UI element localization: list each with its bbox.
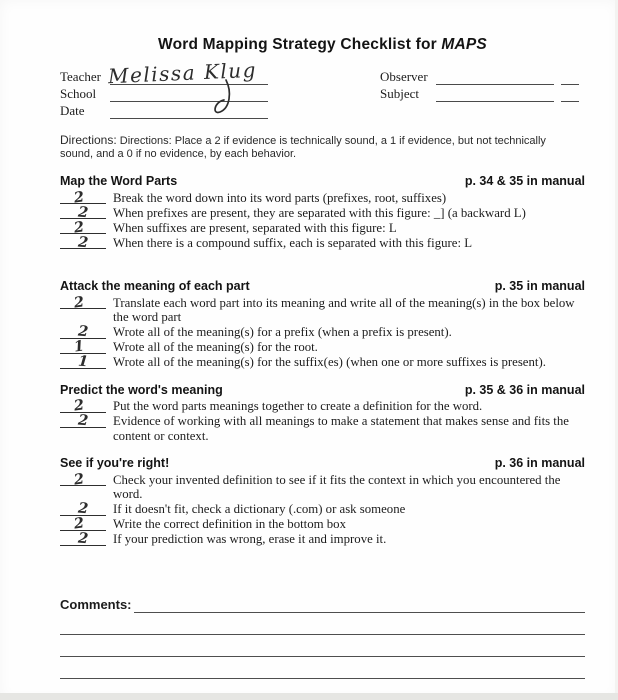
header-left-column bbox=[60, 57, 365, 119]
school-underline bbox=[110, 87, 268, 102]
score-blank bbox=[60, 411, 106, 430]
subject-underline-dash bbox=[561, 87, 579, 102]
checklist-item-text: Wrote all of the meaning(s) for a prefix (when a prefix is present). bbox=[113, 325, 452, 339]
handwritten-score: 1 bbox=[72, 337, 86, 356]
section-title: Attack the meaning of each part bbox=[60, 279, 250, 293]
comments-ruled-lines bbox=[60, 613, 585, 700]
handwritten-score: 2 bbox=[77, 529, 89, 548]
section-title: Map the Word Parts bbox=[60, 174, 178, 188]
handwritten-score: 2 bbox=[77, 233, 89, 251]
checklist-item bbox=[60, 205, 585, 220]
section-see-if-youre-right bbox=[60, 456, 585, 547]
handwritten-score: 2 bbox=[72, 187, 86, 207]
checklist-item-text: When prefixes are present, they are separated with this figure: _] (a backward L) bbox=[113, 205, 526, 220]
handwritten-score: 2 bbox=[77, 499, 89, 518]
score-blank bbox=[60, 352, 106, 371]
comments-line bbox=[60, 635, 585, 657]
checklist-item bbox=[60, 514, 585, 533]
teacher-underline bbox=[110, 70, 268, 85]
score-blank bbox=[60, 235, 106, 249]
handwritten-score: 2 bbox=[72, 292, 86, 312]
checklist-item-text: Write the correct definition in the bottom box bbox=[113, 517, 346, 531]
checklist-item-text: Check your invented definition to see if it fits the context in which you encountered the word. bbox=[113, 472, 561, 501]
checklist-item-text: Break the word down into its word parts (prefixes, root, suffixes) bbox=[113, 190, 447, 205]
directions-text: Directions: Place a 2 if evidence is technically sound, a 1 if evidence, but not technically sound, and a 0 if no evidence, by each behavior. bbox=[60, 135, 546, 160]
page-title bbox=[60, 36, 585, 54]
handwritten-score: 2 bbox=[77, 322, 89, 341]
handwritten-score: 1 bbox=[77, 352, 89, 371]
checklist-item-text: If it doesn't fit, check a dictionary (.com) or ask someone bbox=[113, 502, 406, 516]
checklist-item bbox=[60, 217, 585, 237]
header-fields bbox=[60, 57, 585, 119]
score-blank bbox=[60, 292, 106, 312]
checklist-item-text: Put the word parts meanings together to create a definition for the word. bbox=[113, 399, 483, 413]
score-blank bbox=[60, 499, 106, 518]
checklist-item bbox=[60, 396, 585, 415]
checklist-item bbox=[60, 292, 585, 325]
comments-line bbox=[134, 597, 585, 613]
handwritten-score: 2 bbox=[72, 217, 86, 237]
checklist-item bbox=[60, 235, 585, 250]
observer-underline bbox=[436, 70, 554, 85]
checklist-item bbox=[60, 469, 585, 502]
score-blank bbox=[60, 469, 106, 489]
handwritten-teacher-name: Melissa Klug bbox=[107, 57, 258, 89]
observer-field-row bbox=[380, 68, 585, 85]
date-underline bbox=[110, 104, 268, 119]
school-label: School bbox=[60, 86, 97, 101]
checklist-item-text: Wrote all of the meaning(s) for the root. bbox=[113, 340, 318, 354]
handwritten-score: 2 bbox=[72, 514, 86, 533]
page-title-text: Word Mapping Strategy Checklist for bbox=[158, 36, 437, 53]
handwritten-score: 2 bbox=[72, 396, 86, 415]
date-field-row bbox=[60, 102, 365, 119]
section-page-ref: p. 35 in manual bbox=[494, 279, 585, 293]
observer-underline-dash bbox=[561, 70, 579, 85]
page-title-acronym: MAPS bbox=[441, 36, 487, 53]
checklist-item bbox=[60, 411, 585, 444]
handwritten-score: 2 bbox=[77, 411, 89, 430]
checklist-item bbox=[60, 352, 585, 371]
score-blank bbox=[60, 322, 106, 341]
section-heading bbox=[60, 279, 585, 293]
school-field-row bbox=[60, 85, 365, 102]
checklist-item bbox=[60, 529, 585, 548]
section-predict-the-words-meaning bbox=[60, 383, 585, 444]
section-page-ref: p. 34 & 35 in manual bbox=[464, 174, 585, 188]
score-blank bbox=[60, 217, 106, 237]
checklist-item-text: If your prediction was wrong, erase it and improve it. bbox=[113, 532, 387, 546]
section-title: Predict the word's meaning bbox=[60, 382, 223, 397]
section-heading bbox=[60, 383, 585, 397]
checklist-item-text: Translate each word part into its meaning and write all of the meaning(s) in the box below the word part bbox=[113, 295, 575, 324]
section-attack-the-meaning bbox=[60, 279, 585, 370]
comments-label: Comments: bbox=[60, 596, 132, 612]
checklist-item-text: Wrote all of the meaning(s) for the suffix(es) (when one or more suffixes is present). bbox=[113, 355, 546, 369]
score-blank bbox=[60, 337, 106, 356]
comments-line bbox=[60, 613, 585, 635]
teacher-label: Teacher bbox=[60, 69, 101, 84]
teacher-field-row bbox=[60, 57, 365, 89]
directions-label: Directions: bbox=[60, 133, 117, 147]
comments-heading-row bbox=[60, 597, 585, 613]
comments-section bbox=[60, 597, 585, 700]
section-title: See if you're right! bbox=[60, 456, 170, 470]
score-blank bbox=[60, 514, 106, 533]
scan-bottom-artifact bbox=[0, 693, 618, 700]
subject-underline bbox=[436, 87, 554, 102]
checklist-item-text: Evidence of working with all meanings to make a statement that makes sense and fits the content or context. bbox=[113, 414, 569, 443]
date-label: Date bbox=[60, 103, 85, 118]
score-blank bbox=[60, 205, 106, 219]
section-page-ref: p. 35 & 36 in manual bbox=[464, 382, 585, 397]
section-map-the-word-parts bbox=[60, 174, 585, 250]
header-right-column bbox=[380, 68, 585, 119]
subject-label: Subject bbox=[380, 86, 419, 101]
handwritten-score: 2 bbox=[77, 203, 89, 221]
directions-paragraph bbox=[60, 134, 580, 161]
checklist-item-text: When suffixes are present, separated with this figure: L bbox=[113, 220, 397, 235]
comments-line bbox=[60, 657, 585, 679]
checklist-item bbox=[60, 187, 585, 207]
checklist-item-text: When there is a compound suffix, each is separated with this figure: L bbox=[113, 235, 473, 250]
subject-field-row bbox=[380, 85, 585, 102]
observer-label: Observer bbox=[380, 69, 428, 84]
checklist-item bbox=[60, 322, 585, 341]
section-heading bbox=[60, 174, 585, 188]
handwritten-score: 2 bbox=[72, 469, 86, 489]
score-blank bbox=[60, 529, 106, 548]
score-blank bbox=[60, 396, 106, 415]
checklist-item bbox=[60, 337, 585, 356]
score-blank bbox=[60, 187, 106, 207]
section-page-ref: p. 36 in manual bbox=[494, 456, 585, 470]
section-heading bbox=[60, 456, 585, 470]
checklist-item bbox=[60, 499, 585, 518]
